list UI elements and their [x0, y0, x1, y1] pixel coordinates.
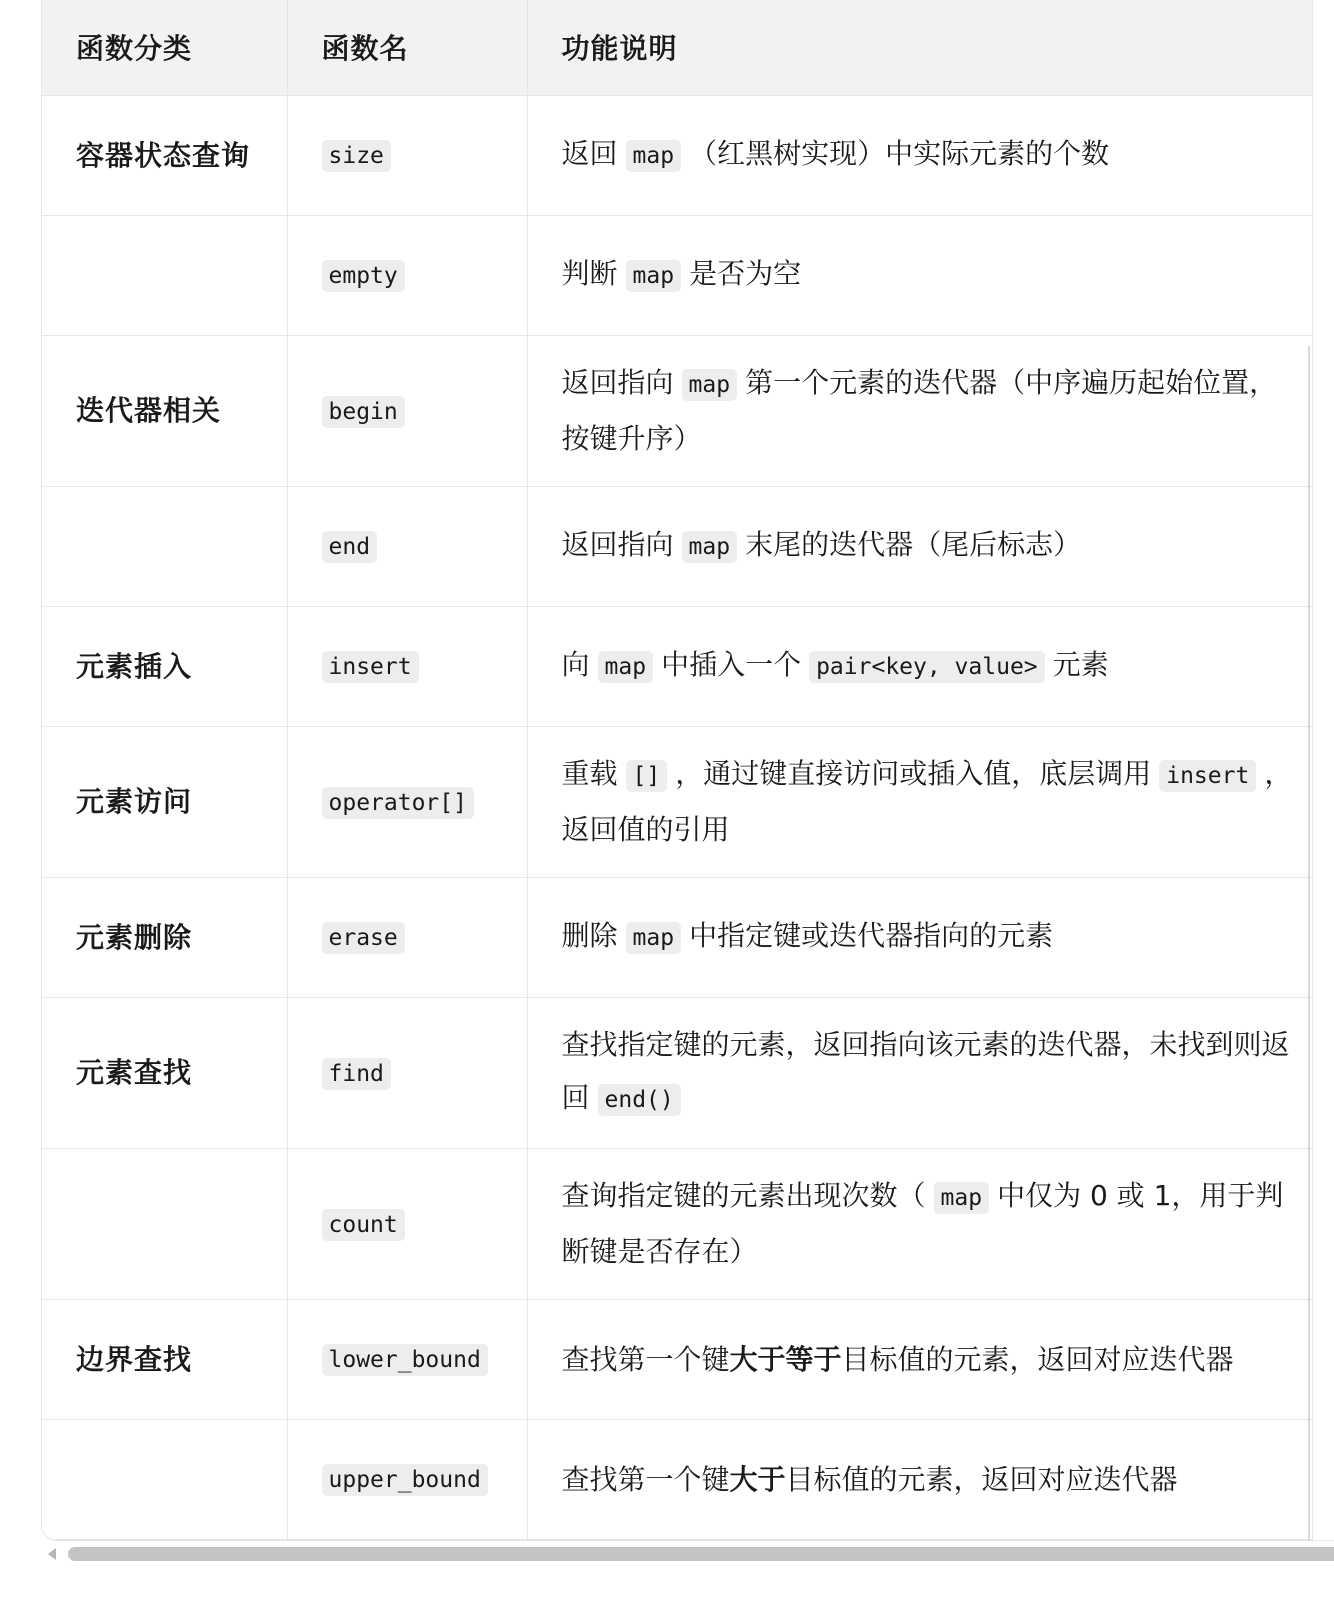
- row-description: [527, 215, 1312, 335]
- row-function-name: [287, 1419, 527, 1539]
- row-description: [527, 95, 1312, 215]
- spacer: [674, 528, 682, 561]
- description-text: （红黑树实现）中实际元素的个数: [689, 137, 1110, 170]
- function-name-code: erase: [322, 922, 405, 954]
- description-text: 中插入一个: [661, 648, 802, 681]
- spacer: [1045, 648, 1053, 681]
- spacer: [618, 137, 626, 170]
- inline-code: map: [598, 651, 654, 683]
- row-description: [527, 726, 1312, 877]
- row-function-name: [287, 606, 527, 726]
- row-function-name: [287, 215, 527, 335]
- function-name-code: upper_bound: [322, 1464, 488, 1496]
- description-text: 重载: [561, 757, 618, 790]
- row-description: [527, 877, 1312, 997]
- table-row: [42, 95, 1312, 215]
- description-text: 目标值的元素，返回对应迭代器: [841, 1342, 1234, 1376]
- row-description: [527, 1419, 1312, 1539]
- inline-code: map: [934, 1182, 990, 1214]
- row-description: [527, 1299, 1312, 1419]
- description-text: 查询指定键的元素出现次数（: [561, 1179, 926, 1212]
- header-description: 功能说明: [527, 0, 1312, 95]
- row-function-name: [287, 95, 527, 215]
- function-name-code: insert: [322, 651, 419, 683]
- table-row: [42, 486, 1312, 606]
- spacer: [590, 1081, 598, 1114]
- row-function-name: [287, 726, 527, 877]
- spacer: [618, 257, 626, 290]
- row-category: [42, 1419, 287, 1539]
- function-table-container: [41, 0, 1334, 1541]
- header-function-name: 函数名: [287, 0, 527, 95]
- spacer: [801, 648, 809, 681]
- spacer: [737, 528, 745, 561]
- table-header-row: [42, 0, 1312, 95]
- inline-code: pair<key, value>: [809, 651, 1045, 683]
- row-description: [527, 335, 1312, 486]
- inline-code: map: [682, 369, 738, 401]
- row-category: [42, 1148, 287, 1299]
- row-category: 元素查找: [42, 997, 287, 1148]
- inline-code: end(): [598, 1084, 681, 1116]
- description-text: 查找第一个键: [561, 1342, 730, 1376]
- description-text: 末尾的迭代器（尾后标志）: [745, 528, 1082, 561]
- row-category: 元素插入: [42, 606, 287, 726]
- function-name-code: end: [322, 531, 378, 563]
- table-row: [42, 606, 1312, 726]
- table-right-border: [1308, 346, 1310, 1541]
- table-body: [42, 95, 1312, 1539]
- spacer: [681, 1081, 689, 1114]
- header-category: 函数分类: [42, 0, 287, 95]
- description-text: 返回指向: [561, 528, 674, 561]
- row-category: [42, 215, 287, 335]
- row-category: 元素删除: [42, 877, 287, 997]
- row-description: [527, 606, 1312, 726]
- emphasis-text: 大于等于: [729, 1342, 842, 1376]
- function-name-code: count: [322, 1209, 405, 1241]
- table-row: [42, 215, 1312, 335]
- inline-code: map: [626, 140, 682, 172]
- inline-code: map: [626, 922, 682, 954]
- row-description: [527, 997, 1312, 1148]
- description-text: 是否为空: [689, 257, 802, 290]
- spacer: [674, 366, 682, 399]
- inline-code: map: [682, 531, 738, 563]
- row-description: [527, 486, 1312, 606]
- function-name-code: lower_bound: [322, 1344, 488, 1376]
- row-category: 容器状态查询: [42, 95, 287, 215]
- row-category: 元素访问: [42, 726, 287, 877]
- description-text: ，返回值的引用: [561, 757, 1293, 846]
- inline-code: insert: [1159, 760, 1256, 792]
- table-row: [42, 1419, 1312, 1539]
- emphasis-text: 大于: [729, 1462, 786, 1496]
- row-category: 边界查找: [42, 1299, 287, 1419]
- description-text: 返回指向: [561, 366, 674, 399]
- spacer: [681, 137, 689, 170]
- inline-code: []: [626, 760, 668, 792]
- row-function-name: [287, 1299, 527, 1419]
- description-text: 查找指定键的元素，返回指向该元素的迭代器，未找到则返回: [561, 1028, 1290, 1114]
- row-function-name: [287, 335, 527, 486]
- spacer: [590, 648, 598, 681]
- description-text: 判断: [561, 257, 618, 290]
- function-name-code: begin: [322, 396, 405, 428]
- scrollbar-thumb[interactable]: [68, 1547, 1334, 1561]
- description-text: 第一个元素的迭代器（中序遍历起始位置，按键升序）: [561, 366, 1278, 455]
- spacer: [926, 1179, 934, 1212]
- row-description: [527, 1148, 1312, 1299]
- spacer: [989, 1179, 997, 1212]
- table-row: [42, 997, 1312, 1148]
- function-name-code: operator[]: [322, 787, 474, 819]
- function-name-code: size: [322, 140, 391, 172]
- table-row: [42, 1148, 1312, 1299]
- spacer: [618, 919, 626, 952]
- description-text: 中指定键或迭代器指向的元素: [689, 919, 1054, 952]
- row-function-name: [287, 486, 527, 606]
- inline-code: map: [626, 260, 682, 292]
- horizontal-scrollbar[interactable]: [41, 1544, 1334, 1564]
- table-row: [42, 877, 1312, 997]
- row-function-name: [287, 1148, 527, 1299]
- row-category: 迭代器相关: [42, 335, 287, 486]
- spacer: [681, 919, 689, 952]
- spacer: [737, 366, 745, 399]
- table-row: [42, 1299, 1312, 1419]
- description-text: ，通过键直接访问或插入值，底层调用: [675, 757, 1152, 790]
- description-text: 查找第一个键: [561, 1462, 730, 1496]
- function-name-code: empty: [322, 260, 405, 292]
- description-text: 删除: [561, 919, 618, 952]
- spacer: [681, 257, 689, 290]
- description-text: 中仅为 0 或 1，用于判断键是否存在）: [561, 1179, 1284, 1268]
- description-text: 向: [561, 648, 590, 681]
- row-function-name: [287, 997, 527, 1148]
- row-category: [42, 486, 287, 606]
- scroll-left-arrow-icon[interactable]: [48, 1548, 56, 1560]
- function-table: [42, 0, 1313, 1540]
- description-text: 元素: [1052, 648, 1109, 681]
- description-text: 返回: [561, 137, 618, 170]
- function-name-code: find: [322, 1058, 391, 1090]
- table-row: [42, 726, 1312, 877]
- row-function-name: [287, 877, 527, 997]
- spacer: [618, 757, 626, 790]
- table-row: [42, 335, 1312, 486]
- description-text: 目标值的元素，返回对应迭代器: [785, 1462, 1178, 1496]
- spacer: [653, 648, 661, 681]
